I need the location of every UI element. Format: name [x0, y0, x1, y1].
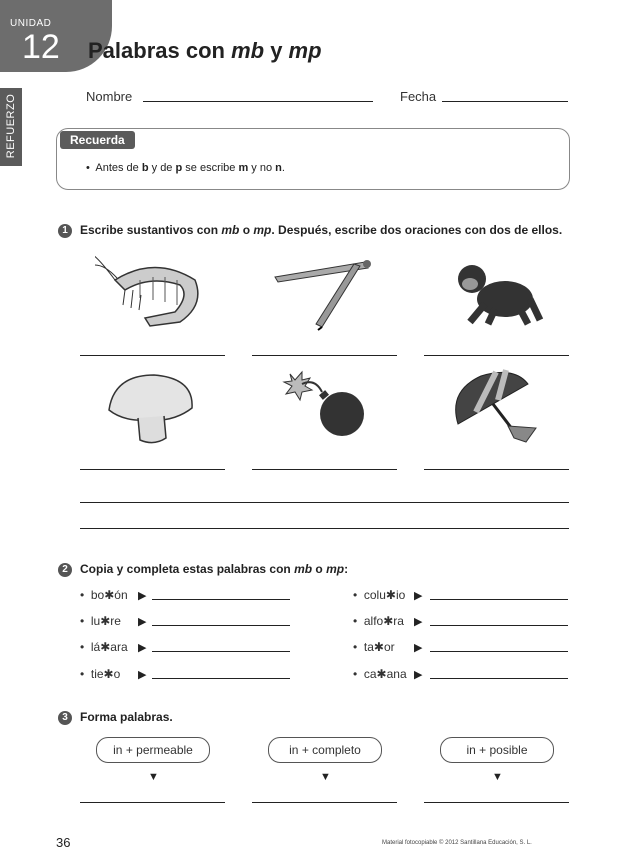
- word-formula: in + posible: [440, 737, 554, 763]
- page-title: Palabras con mb y mp: [88, 38, 322, 63]
- word-item: • ca✱ana: [353, 667, 407, 681]
- arrow-right-icon: ▶: [138, 616, 147, 628]
- word-item: • alfo✱ra: [353, 614, 404, 628]
- exercise-1-instruction: Escribe sustantivos con mb o mp. Después, escribe dos oraciones con dos de ellos.: [80, 223, 563, 237]
- answer-line[interactable]: [252, 802, 397, 803]
- bomb-image: [280, 366, 370, 438]
- answer-line[interactable]: [430, 599, 568, 600]
- word-item: • bo✱ón: [80, 588, 128, 602]
- recuerda-heading: Recuerda: [60, 131, 135, 149]
- unit-number: 12: [22, 28, 60, 66]
- word-item: • lu✱re: [80, 614, 121, 628]
- exercise-3-number: 3: [58, 711, 72, 725]
- sentence-line[interactable]: [80, 528, 569, 529]
- answer-line[interactable]: [430, 678, 568, 679]
- arrow-right-icon: ▶: [138, 590, 147, 602]
- answer-line[interactable]: [80, 802, 225, 803]
- date-label: Fecha: [400, 89, 437, 104]
- arrow-right-icon: ▶: [138, 642, 147, 654]
- arrow-right-icon: ▶: [138, 669, 147, 681]
- arrow-right-icon: ▶: [414, 669, 423, 681]
- shrimp-image: [95, 250, 215, 332]
- answer-line[interactable]: [424, 355, 569, 356]
- sentence-line[interactable]: [80, 502, 569, 503]
- name-label: Nombre: [86, 89, 133, 104]
- unit-label: UNIDAD: [10, 18, 52, 29]
- answer-line[interactable]: [252, 355, 397, 356]
- word-item: • tie✱o: [80, 667, 121, 681]
- name-field[interactable]: [143, 101, 373, 102]
- mushroom-image: [104, 370, 198, 446]
- word-formula: in + permeable: [96, 737, 210, 763]
- arrow-right-icon: ▶: [414, 642, 423, 654]
- answer-line[interactable]: [80, 469, 225, 470]
- answer-line[interactable]: [430, 651, 568, 652]
- answer-line[interactable]: [252, 469, 397, 470]
- answer-line[interactable]: [424, 469, 569, 470]
- chimpanzee-image: [450, 254, 546, 330]
- exercise-2-number: 2: [58, 563, 72, 577]
- exercise-2-instruction: Copia y completa estas palabras con mb o mp:: [80, 562, 349, 576]
- answer-line[interactable]: [424, 802, 569, 803]
- answer-line[interactable]: [80, 355, 225, 356]
- side-tab: [0, 88, 22, 166]
- compass-image: [270, 252, 380, 332]
- word-item: • ta✱or: [353, 640, 395, 654]
- arrow-down-icon: ▼: [492, 771, 503, 783]
- arrow-right-icon: ▶: [414, 590, 423, 602]
- answer-line[interactable]: [430, 625, 568, 626]
- copyright: Material fotocopiable © 2012 Santillana Educación, S. L.: [382, 840, 532, 846]
- answer-line[interactable]: [152, 599, 290, 600]
- answer-line[interactable]: [152, 625, 290, 626]
- answer-line[interactable]: [152, 651, 290, 652]
- answer-line[interactable]: [152, 678, 290, 679]
- side-label: REFUERZO: [5, 93, 17, 159]
- word-item: • lá✱ara: [80, 640, 128, 654]
- arrow-down-icon: ▼: [148, 771, 159, 783]
- page-number: 36: [56, 835, 71, 850]
- date-field[interactable]: [442, 101, 568, 102]
- recuerda-rule: • Antes de b y de p se escribe m y no n.: [86, 162, 285, 174]
- beach-umbrella-image: [446, 366, 542, 446]
- exercise-1-number: 1: [58, 224, 72, 238]
- exercise-3-instruction: Forma palabras.: [80, 710, 173, 724]
- word-formula: in + completo: [268, 737, 382, 763]
- arrow-down-icon: ▼: [320, 771, 331, 783]
- arrow-right-icon: ▶: [414, 616, 423, 628]
- word-item: • colu✱io: [353, 588, 406, 602]
